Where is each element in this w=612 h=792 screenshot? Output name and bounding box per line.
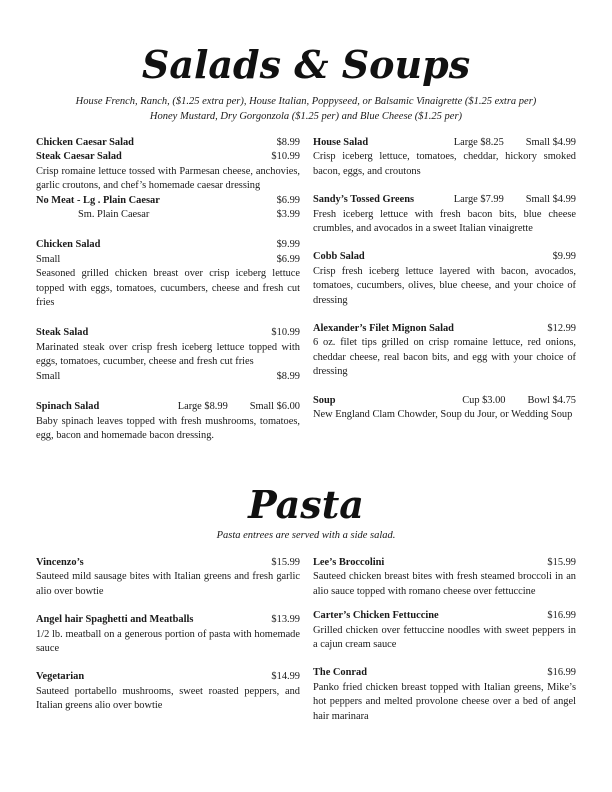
item-price: $10.99 <box>271 327 300 339</box>
menu-item-pasta <box>36 613 300 656</box>
item-description: Sauteed chicken breast bites with fresh steamed broccoli in an alio sauce topped with romano cheese over fettuccine <box>313 571 576 597</box>
item-price: $6.99 <box>276 253 300 265</box>
item-description: Sauteed portabello mushrooms, sweet roasted peppers, and Italian greens alio over bowtie <box>36 685 300 712</box>
item-price: $15.99 <box>547 557 576 568</box>
menu-item-steak-salad <box>36 326 300 384</box>
dressing-options <box>20 94 592 124</box>
item-price: $9.99 <box>276 239 300 251</box>
menu-item-soup <box>313 394 576 423</box>
menu-item-pasta <box>36 670 300 713</box>
item-price-bowl: Bowl $4.75 <box>527 394 576 406</box>
pasta-title: Pasta <box>248 482 364 527</box>
item-price-small: Small $4.99 <box>525 194 576 206</box>
item-price: $8.99 <box>276 370 300 382</box>
menu-item-pasta <box>313 556 576 599</box>
item-description: Seasoned grilled chicken breast over crisp iceberg lettuce topped with eggs, tomatoes, cucumbers, cheese and fresh cut fries <box>36 268 300 309</box>
item-price: $12.99 <box>547 323 576 335</box>
item-description: New England Clam Chowder, Soup du Jour, or Wedding Soup <box>313 409 573 421</box>
item-description: Fresh iceberg lettuce with fresh bacon bits, blue cheese crumbles, and avocados in a sweet Italian vinaigrette <box>313 208 576 235</box>
item-price: $8.99 <box>276 137 300 148</box>
item-name: Sandy’s Tossed Greens <box>313 194 415 206</box>
item-description: Crisp fresh iceberg lettuce layered with bacon, avocados, tomatoes, cucumbers, olives, blue cheese, and your choice of dressing <box>313 265 576 306</box>
menu-item-sandys-greens <box>313 193 576 236</box>
menu-item-filet-mignon-salad <box>313 322 576 380</box>
item-price: $15.99 <box>271 557 300 568</box>
item-price-large: Large $7.99 <box>453 194 504 206</box>
salads-soups-title: Salads & Soups <box>141 42 471 87</box>
item-name: House Salad <box>313 137 369 148</box>
item-price: $13.99 <box>271 614 300 626</box>
dressing-line-1: House French, Ranch, ($1.25 extra per), House Italian, Poppyseed, or Balsamic Vinaigrette ($1.25 extra per) <box>75 96 537 107</box>
item-price-large: Large $8.25 <box>453 137 504 148</box>
item-price: $3.99 <box>276 209 300 221</box>
menu-item-chicken-salad <box>36 238 300 310</box>
menu-item-cobb-salad <box>313 250 576 308</box>
menu-item-pasta <box>313 666 576 724</box>
item-price: $10.99 <box>271 151 300 163</box>
salads-right-column <box>313 136 576 433</box>
item-description: Baby spinach leaves topped with fresh mushrooms, tomatoes, egg, bacon and homemade bacon dressing. <box>36 415 300 441</box>
item-name: Vincenzo’s <box>36 557 84 568</box>
item-name: Cobb Salad <box>313 251 365 263</box>
item-description: Marinated steak over crisp fresh iceberg lettuce topped with eggs, tomatoes, cucumber, cheese and fresh cut fries <box>36 341 300 368</box>
item-name: Spinach Salad <box>36 401 100 413</box>
item-variant-label: Small <box>36 370 61 382</box>
item-description: Crisp iceberg lettuce, tomatoes, cheddar, hickory smoked bacon, eggs, and croutons <box>313 151 576 177</box>
item-price-cup: Cup $3.00 <box>462 394 506 406</box>
item-price: $14.99 <box>271 671 300 683</box>
item-name: Soup <box>313 394 336 406</box>
item-price-large: Large $8.99 <box>177 401 228 413</box>
item-description: Crisp romaine lettuce tossed with Parmesan cheese, anchovies, garlic croutons, and chef’s homemade caesar dressing <box>36 165 300 192</box>
item-price: $16.99 <box>547 610 576 622</box>
item-variant-label: Small <box>36 253 61 265</box>
item-name: Lee’s Broccolini <box>313 557 385 568</box>
item-price: $6.99 <box>276 194 300 206</box>
pasta-left-column <box>36 556 300 724</box>
item-name: Carter’s Chicken Fettuccine <box>313 610 439 622</box>
item-price-small: Small $6.00 <box>249 401 300 413</box>
item-description: 1/2 lb. meatball on a generous portion of pasta with homemade sauce <box>36 628 300 655</box>
pasta-right-column <box>313 556 576 734</box>
menu-item-pasta <box>36 556 300 599</box>
item-name: Steak Salad <box>36 327 89 339</box>
item-name: The Conrad <box>313 667 367 679</box>
salads-left-column <box>36 136 300 453</box>
item-name: Chicken Caesar Salad <box>36 137 134 148</box>
item-name: Chicken Salad <box>36 239 101 251</box>
item-description: Panko fried chicken breast topped with Italian greens, Mike’s hot peppers and melted provolone cheese over a bed of angel hair marinara <box>313 681 576 722</box>
item-name: Steak Caesar Salad <box>36 151 122 163</box>
item-description: 6 oz. filet tips grilled on crisp romaine lettuce, red onions, cheddar cheese, real bacon bits, and egg with your choice of dressing <box>313 337 576 378</box>
item-name: Alexander’s Filet Mignon Salad <box>313 323 454 335</box>
item-price-small: Small $4.99 <box>525 137 576 148</box>
pasta-note: Pasta entrees are served with a side salad. <box>216 530 396 541</box>
item-variant-label: No Meat - Lg . Plain Caesar <box>36 194 160 206</box>
item-name: Vegetarian <box>36 671 85 683</box>
item-variant-label: Sm. Plain Caesar <box>78 209 150 221</box>
dressing-line-2: Honey Mustard, Dry Gorgonzola ($1.25 per) and Blue Cheese ($1.25 per) <box>149 111 463 122</box>
menu-item-house-salad <box>313 136 576 179</box>
item-price: $16.99 <box>547 667 576 679</box>
menu-item-spinach-salad <box>36 400 300 443</box>
item-description: Sauteed mild sausage bites with Italian greens and fresh garlic alio over bowtie <box>36 571 300 597</box>
item-description: Grilled chicken over fettuccine noodles with sweet peppers in a cajun cream sauce <box>313 624 576 651</box>
item-name: Angel hair Spaghetti and Meatballs <box>36 614 194 626</box>
menu-item-pasta <box>313 609 576 652</box>
item-price: $9.99 <box>552 251 576 263</box>
menu-item-caesar <box>36 136 300 222</box>
